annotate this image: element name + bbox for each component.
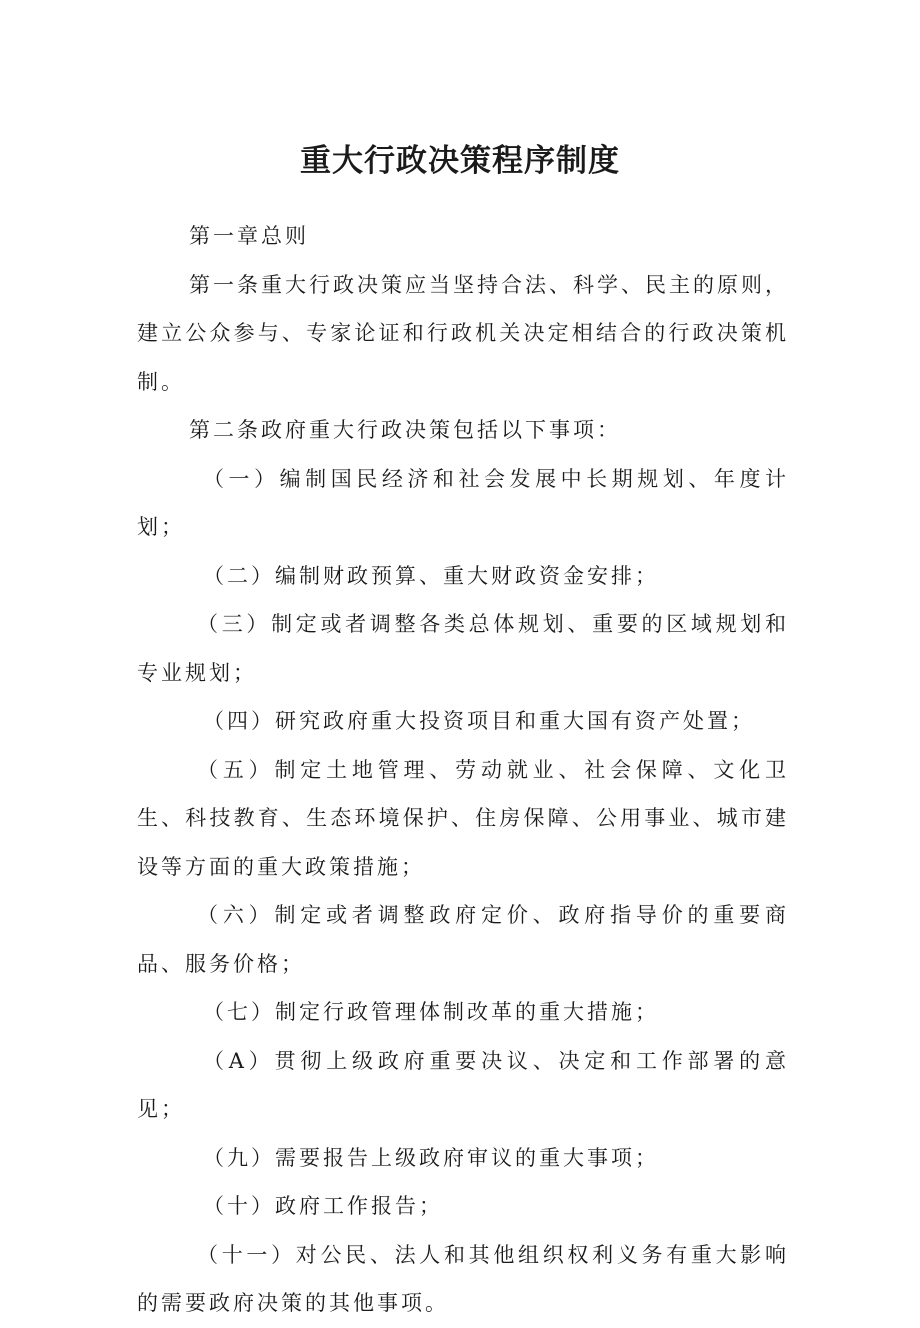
list-item-2: （二）编制财政预算、重大财政资金安排； — [203, 563, 659, 588]
list-item-10: （十）政府工作报告； — [203, 1194, 443, 1218]
chapter-heading: 第一章总则 — [189, 224, 309, 248]
list-item-9: （九）需要报告上级政府审议的重大事项； — [203, 1145, 659, 1170]
list-item-5: （五）制定土地管理、劳动就业、社会保障、文化卫生、科技教育、生态环境保护、住房保障、公用事业、城市建设等方面的重大政策措施； — [137, 757, 789, 879]
document-body — [137, 212, 789, 1328]
list-item-3: （三）制定或者调整各类总体规划、重要的区域规划和专业规划； — [137, 612, 789, 685]
article-2: 第二条政府重大行政决策包括以下事项： — [189, 418, 621, 442]
list-item-4: （四）研究政府重大投资项目和重大国有资产处置； — [203, 709, 755, 733]
list-item-7: （七）制定行政管理体制改革的重大措施； — [203, 1000, 659, 1024]
list-item-1: （一）编制国民经济和社会发展中长期规划、年度计划； — [137, 466, 789, 539]
list-item-6: （六）制定或者调整政府定价、政府指导价的重要商品、服务价格； — [137, 903, 789, 976]
document-title: 重大行政决策程序制度 — [300, 143, 620, 179]
list-item-8: （A）贯彻上级政府重要决议、决定和工作部署的意见； — [137, 1048, 789, 1121]
list-item-11: （十一）对公民、法人和其他组织权利义务有重大影响的需要政府决策的其他事项。 — [137, 1242, 789, 1315]
article-1: 第一条重大行政决策应当坚持合法、科学、民主的原则，建立公众参与、专家论证和行政机关决定相结合的行政决策机制。 — [137, 272, 789, 394]
